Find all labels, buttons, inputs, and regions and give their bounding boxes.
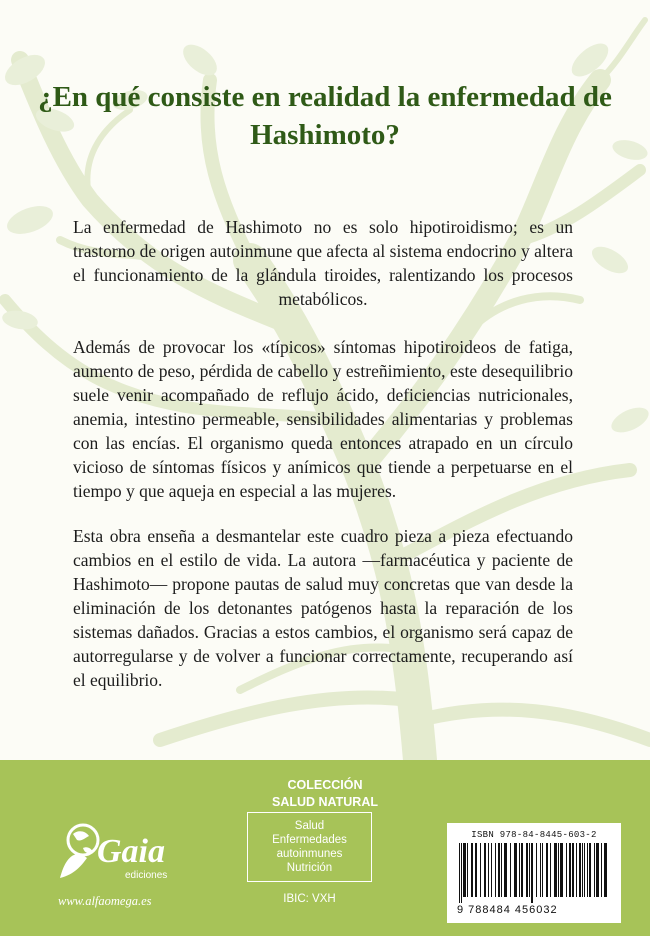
barcode-box [447,823,621,923]
ibic-code: IBIC: VXH [283,893,336,905]
barcode-bar [495,843,496,897]
barcode-bar [491,843,492,897]
description-paragraph-2: Además de provocar los «típicos» síntomas hipotiroideos de fatiga, aumento de peso, pérdida de cabello y estreñimiento, este desequilibrio suele venir acompañado de reflujo ácido, deficiencias nutricionales, anemia, intestino permeable, sensibilidades alimentarias y problemas con las encías. El organismo queda entonces atrapado en un círculo vicioso de síntomas físicos y anímicos que tiende a perpetuarse en el tiempo y que aqueja en especial a las mujeres. [73,337,573,501]
isbn-label: ISBN 978-84-8445-603-2 [471,830,597,840]
barcode-bar [471,843,473,897]
barcode-bar [558,843,559,897]
gaia-publisher-logo [55,818,205,888]
barcode-bar [531,843,533,903]
barcode-bar [566,843,567,897]
topic-item: Nutrición [286,862,333,874]
barcode-bar [504,843,507,897]
barcode-bar [560,843,563,897]
publisher-name: Gaia [97,833,165,870]
footer-band [0,760,650,936]
back-cover-heading: ¿En qué consiste en realidad la enfermedad de Hashimoto? [38,81,612,151]
barcode-bar [596,843,599,897]
barcode-bar [475,843,477,897]
barcode-bar [510,843,511,897]
topic-item: autoinmunes [276,848,343,860]
collection-line-1: COLECCIÓN [287,778,363,792]
barcode-bar [498,843,500,897]
barcode-bar [582,843,583,897]
barcode-bar [521,843,523,897]
barcode [455,843,613,903]
barcode-bar [461,843,462,903]
barcode-bar [526,843,528,897]
barcode-bar [463,843,466,897]
barcode-bar [550,843,551,897]
barcode-bar [576,843,577,897]
barcode-bar [519,843,520,897]
barcode-bar [554,843,557,897]
barcode-bar [589,843,591,897]
barcode-bar [604,843,607,897]
description-paragraph-3: Esta obra enseña a desmantelar este cuadro pieza a pieza efectuando cambios en el estilo de vida. La autora —farmacéutica y paciente de Hashimoto— propone pautas de salud muy concretas que van desde la eliminación de los detonantes patógenos hasta la reparación de los sistemas dañados. Gracias a estos cambios, el organismo será capaz de autorregularse y de volver a funcionar correctamente, recuperando así el equilibrio. [73,526,573,690]
topics-box [247,812,372,882]
publisher-sub: ediciones [125,870,168,881]
collection-line-2: SALUD NATURAL [271,795,378,809]
publisher-website[interactable]: www.alfaomega.es [58,894,152,908]
barcode-number: 9 788484 456032 [457,904,558,916]
barcode-bar [587,843,588,897]
barcode-bar [514,843,517,897]
barcode-bar [540,843,541,897]
barcode-bar [546,843,548,897]
barcode-bar [484,843,486,897]
barcode-bar [488,843,489,897]
barcode-bar [569,843,571,897]
topic-item: Salud [294,820,325,832]
collection-label [235,777,415,811]
barcode-bar [459,843,460,903]
barcode-bar [601,843,602,897]
barcode-bar [480,843,481,897]
barcode-bar [467,843,468,897]
barcode-bar [536,843,537,897]
topic-item: Enfermedades [272,834,347,846]
barcode-bar [584,843,585,897]
barcode-bar [579,843,581,897]
description-paragraph-1: La enfermedad de Hashimoto no es solo hipotiroidismo; es un trastorno de origen autoinmune que afecta al sistema endocrino y altera el funcionamiento de la glándula tiroides, ralentizando los procesos metabólicos. [73,217,573,309]
barcode-bar [501,843,502,897]
barcode-bar [594,843,595,897]
barcode-bar [529,843,530,897]
barcode-bar [572,843,574,897]
barcode-bar [542,843,543,897]
